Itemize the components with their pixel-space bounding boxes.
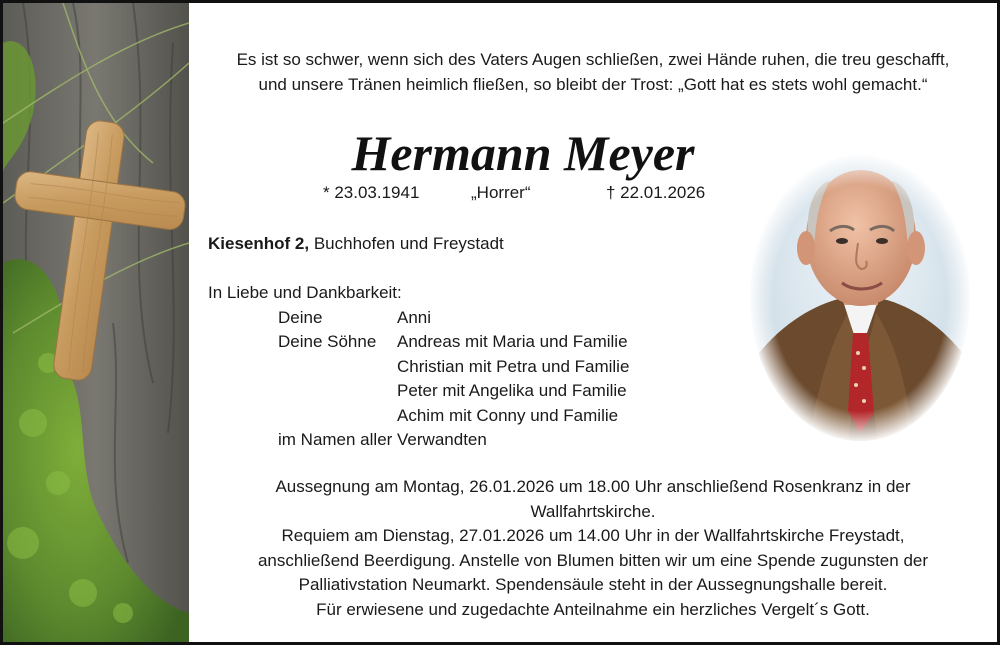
mourner-label: Deine Söhne — [278, 332, 377, 351]
mourner-name: Achim mit Conny und Familie — [397, 405, 619, 425]
service-line-5: Palliativstation Neumarkt. Spendensäule steht in der Aussegnungshalle bereit. — [298, 575, 888, 594]
service-line-1: Aussegnung am Montag, 26.01.2026 um 18.00 Uhr anschließend Rosenkranz in der — [275, 477, 911, 496]
mourner-row — [208, 355, 728, 380]
mourner-name: Andreas mit Maria und Familie — [397, 332, 628, 351]
address — [208, 232, 504, 257]
address-farm: Kiesenhof 2, — [208, 234, 310, 253]
mourner-row — [208, 330, 728, 355]
cross-moss-image — [3, 3, 189, 642]
service-line-2: Wallfahrtskirche. — [530, 501, 656, 521]
portrait-photo — [748, 153, 973, 443]
mourner-label: im Namen aller Verwandten — [278, 430, 487, 449]
death-date: † 22.01.2026 — [606, 183, 706, 202]
service-line-4: anschließend Beerdigung. Anstelle von Blumen bitten wir um eine Spende zugunsten der — [257, 550, 929, 570]
mourner-row — [208, 404, 728, 429]
verse — [208, 48, 978, 97]
mourner-row — [208, 379, 728, 404]
mourner-row — [208, 428, 728, 453]
nickname: „Horrer“ — [471, 183, 531, 202]
service-line-6: Für erwiesene und zugedachte Anteilnahme ein herzliches Vergelt´s Gott. — [316, 599, 870, 619]
mourner-label: Deine — [278, 307, 323, 327]
birth-date: * 23.03.1941 — [323, 183, 420, 202]
mourner-name: Christian mit Petra und Familie — [397, 356, 630, 376]
verse-line-1: Es ist so schwer, wenn sich des Vaters Augen schließen, zwei Hände ruhen, die treu geschafft, — [236, 50, 950, 69]
verse-line-2: und unsere Tränen heimlich fließen, so bleibt der Trost: „Gott hat es stets wohl gemacht.“ — [258, 74, 928, 94]
mourner-row — [208, 306, 728, 331]
deceased-name: Hermann Meyer — [351, 125, 695, 181]
mourner-name: Anni — [397, 307, 432, 327]
service-line-3: Requiem am Dienstag, 27.01.2026 um 14.00 Uhr in der Wallfahrtskirche Freystadt, — [281, 526, 905, 545]
address-places: Buchhofen und Freystadt — [309, 234, 504, 253]
mourner-name: Peter mit Angelika und Familie — [397, 381, 627, 400]
mourners — [208, 281, 728, 453]
mourners-intro: In Liebe und Dankbarkeit: — [208, 283, 402, 302]
service-info — [203, 475, 983, 622]
